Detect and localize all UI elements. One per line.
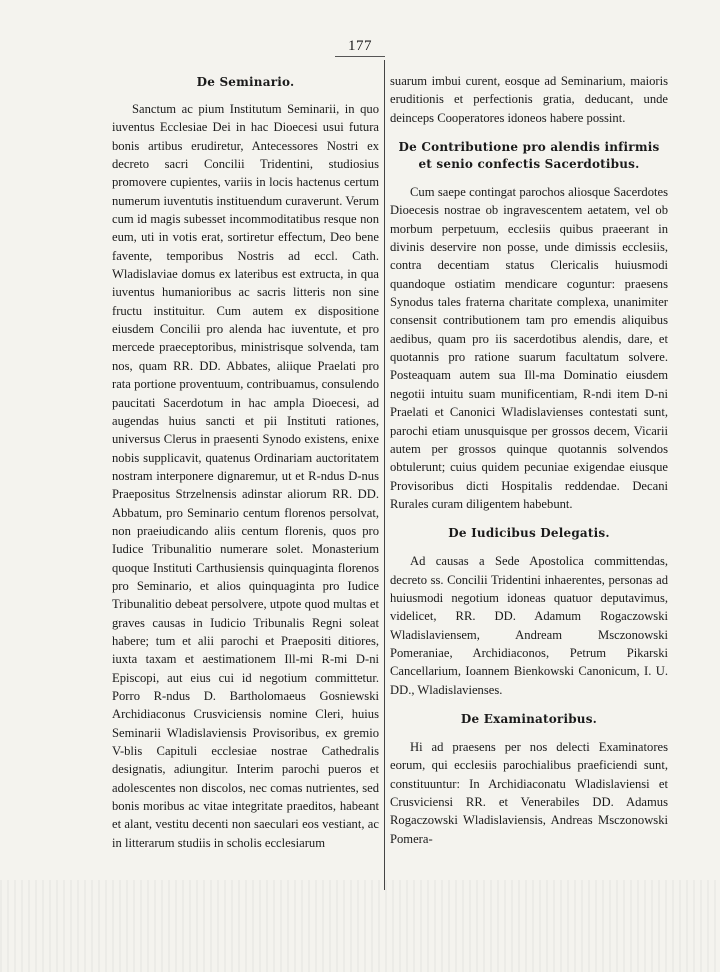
page-number: 177 <box>0 38 720 57</box>
paragraph-contributione: Cum saepe contingat parochos aliosque Sacerdotes Dioecesis nostrae ob ingravescentem aetatem, vel ob morbum perpetuum, ecclesiis quibus praeerant in divinis deservire non posse, unde dimissis ecclesiis, contra decentiam status Clericalis huiusmodi quandoque ostiatim mendicare coguntur: praesens Synodus tales fraterna charitate complexa, unanimiter consensit contributionem tam pro emendis aliquibus aedibus, quam pro iis sacerdotibus alendis, dare, et quotannis pro ratione suarum facultatum solvere. Posteaquam autem sua Ill-ma Dominatio eiusdem negotii intuitu suam munificentiam, R-ndi item D-ni Praelati et Canonici Wladislavienses contestati sunt, parochi etiam unusquisque per grossos decem, Vicarii autem per grossos quinque quotannis solvendos obtulerunt; cuius quidem pecuniae exigendae eiusque Provisoribus dicti Hospitalis reddendae. Decani Rurales curam diligentem habebunt. <box>390 185 668 511</box>
section-examinatoribus <box>390 711 668 848</box>
section-contributione <box>390 139 668 513</box>
paragraph-examinatoribus: Hi ad praesens per nos delecti Examinatores eorum, qui ecclesiis parochialibus praeficiendi sunt, constituuntur: In Archidiaconatu Wladislaviensi et Crusviciensi RR. et Venerabiles DD. Adamus Rogaczowski Wladislaviensis, Andreas Msczonowski Pomera- <box>390 739 668 846</box>
left-column <box>112 72 379 864</box>
section-heading-examinatoribus: De Examinatoribus. <box>460 711 598 726</box>
right-column <box>390 72 668 860</box>
section-heading-contributione: De Contributione pro alendis infirmis et senio confectis Sacerdotibus. <box>398 140 660 172</box>
paragraph-continuation: suarum imbui curent, eosque ad Seminarium, maioris eruditionis et perfectionis gratia, deducant, unde deinceps Cooperatores idoneos habere possint. <box>390 74 668 125</box>
section-iudicibus <box>390 525 668 699</box>
paragraph-iudicibus: Ad causas a Sede Apostolica committendas, decreto ss. Concilii Tridentini inhaerentes, personas ad huiusmodi negotium idoneas quatuor deputavimus, videlicet, RR. DD. Adamum Rogaczowski Wladislaviensem, Andream Msczonowski Pomeraniae, Archidiaconos, Petrum Pikarski Cancellarium, Ioannem Bienkowski Canonicum, I. U. DD., Wladislavienses. <box>390 554 668 697</box>
scan-noise-texture <box>0 880 720 972</box>
section-heading-seminario: De Seminario. <box>196 75 295 89</box>
column-divider <box>384 60 385 890</box>
section-continuation <box>390 72 668 127</box>
section-seminario <box>112 74 379 852</box>
paragraph-seminario: Sanctum ac pium Institutum Seminarii, in quo iuventus Ecclesiae Dei in hac Dioecesi usui futura bonis artibus erudiretur, Antecessores Nostri ex decreto sacri Concilii Tridentini, studiosius promovere cupientes, variis in locis hactenus certum numerum iuventutis instituendum curaverunt. Verum cum id magis subesset incommoditatibus resque non eum, uti in votis erat, sortiretur effectum, Deo bene favente, temporibus Nostris ad eccl. Cath. Wladislaviae domus ex lateribus est extructa, in qua iuventus humanioribus ac sacris litteris non sine fructu instituitur. Cum autem ex dispositione eiusdem Concilii pro alenda hac iuventute, et pro mercede praeceptoribus, ministrisque solvenda, tam nos, quam RR. DD. Abbates, aliique Praelati pro rata portione proventuum, contribuamus, consulendo paucitati Sacerdotum in hac ampla Dioecesi, ad augendas huius sancti et pii Instituti rationes, universus Clerus in praesenti Synodo existens, enixe nobis supplicavit, quatenus Ordinariam auctoritatem nostram interponere dignaremur, ut et R-ndus D-nus Praepositus Strzelnensis adinstar aliorum RR. DD. Abbatum, pro Seminario centum florenos persolvat, non praeiudicando aliis centum florenis, quos pro Iudice Tribunalitio numerare solet. Monasterium quoque Instituti Carthusiensis quinquaginta florenos pro Seminario, et alios quinquaginta pro Iudice Tribunalitio debeat persolvere, utpote quod multas et graves causas in Iudicio Tribunalis Regni soleat habere; tum et alii parochi et Praepositi ditiores, iuxta taxam et aestimationem Ill-mi R-mi D-ni Episcopi, aut eius cui id negotium committetur. Porro R-ndus D. Bartholomaeus Gosniewski Archidiaconus Crusviciensis nomine Cleri, huius Seminarii Wladislaviensis Provisoribus, ex gremio V-blis Capituli ecclesiae nostrae Cathedralis designatis, adiungitur. Interim parochi pueros et adolescentes non discolos, nec comas nutrientes, sed bonis moribus ac vitae integritate praeditos, habeant et alant, vestitu decenti non saeculari eos vestiant, ac in litterarum studiis in scholis ecclesiarum <box>112 102 379 850</box>
section-heading-iudicibus: De Iudicibus Delegatis. <box>448 526 610 541</box>
